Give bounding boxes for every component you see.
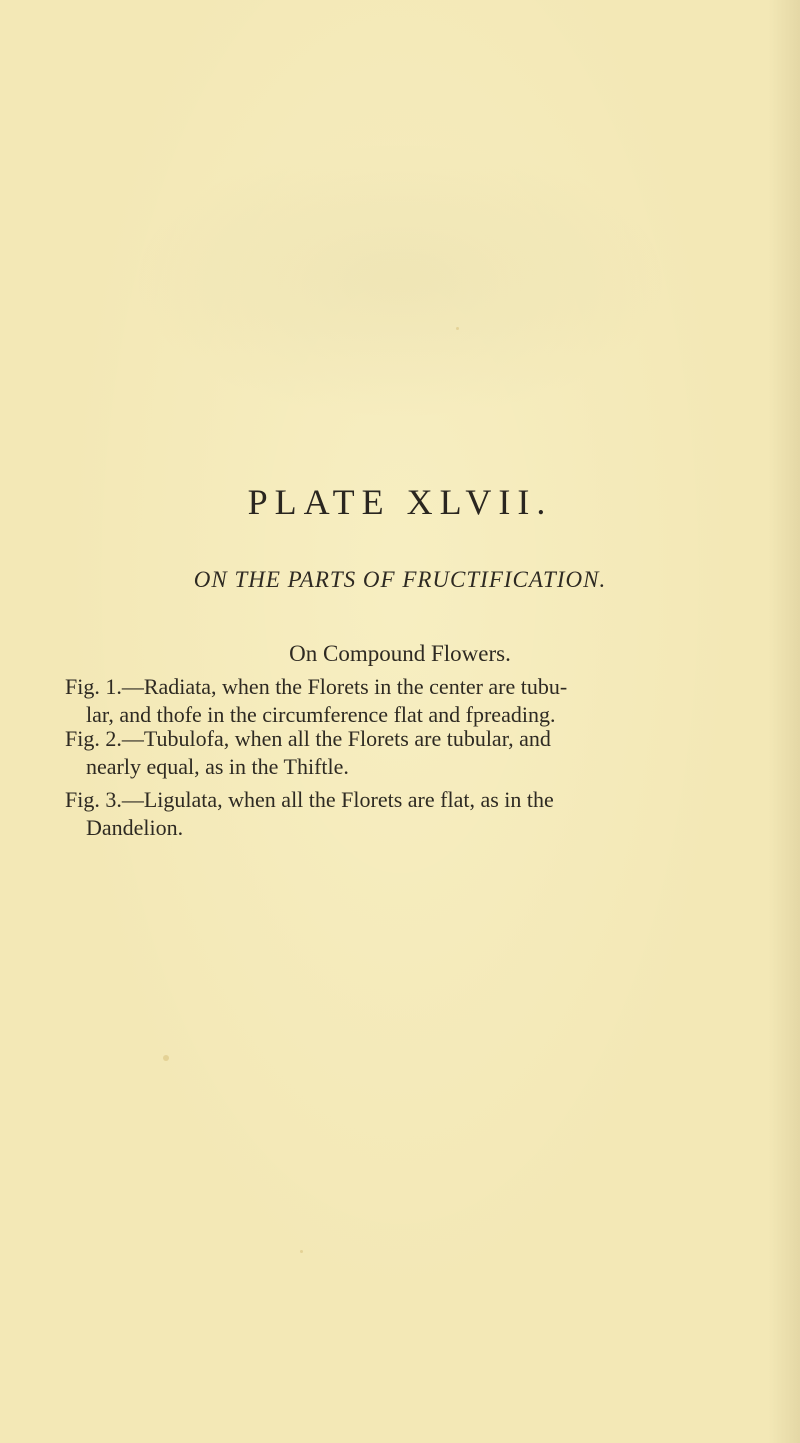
figure-1-line-1: Fig. 1.—Radiata, when the Florets in the center are tubu-: [65, 674, 568, 699]
plate-title: PLATE XLVII.: [247, 482, 553, 522]
section-heading: On Compound Flowers.: [289, 641, 511, 666]
figure-3-line-1: Fig. 3.—Ligulata, when all the Florets are flat, as in the: [65, 787, 554, 812]
figure-entry-2: [65, 725, 695, 781]
plate-subtitle: ON THE PARTS OF FRUCTIFICATION.: [193, 567, 607, 592]
figure-3-line-2: Dandelion.: [86, 815, 184, 840]
show-through-bleed: [130, 140, 670, 420]
figure-2-line-1: Fig. 2.—Tubulofa, when all the Florets are tubular, and: [65, 726, 551, 751]
paper-speck: [456, 327, 459, 330]
paper-speck: [300, 1250, 303, 1253]
figure-1-line-2: lar, and thofe in the circumference flat and fpreading.: [86, 702, 556, 727]
figure-2-line-2: nearly equal, as in the Thiftle.: [86, 754, 349, 779]
figure-entry-3: [65, 786, 695, 842]
figure-entry-1: [65, 673, 695, 729]
paper-speck: [163, 1055, 169, 1061]
